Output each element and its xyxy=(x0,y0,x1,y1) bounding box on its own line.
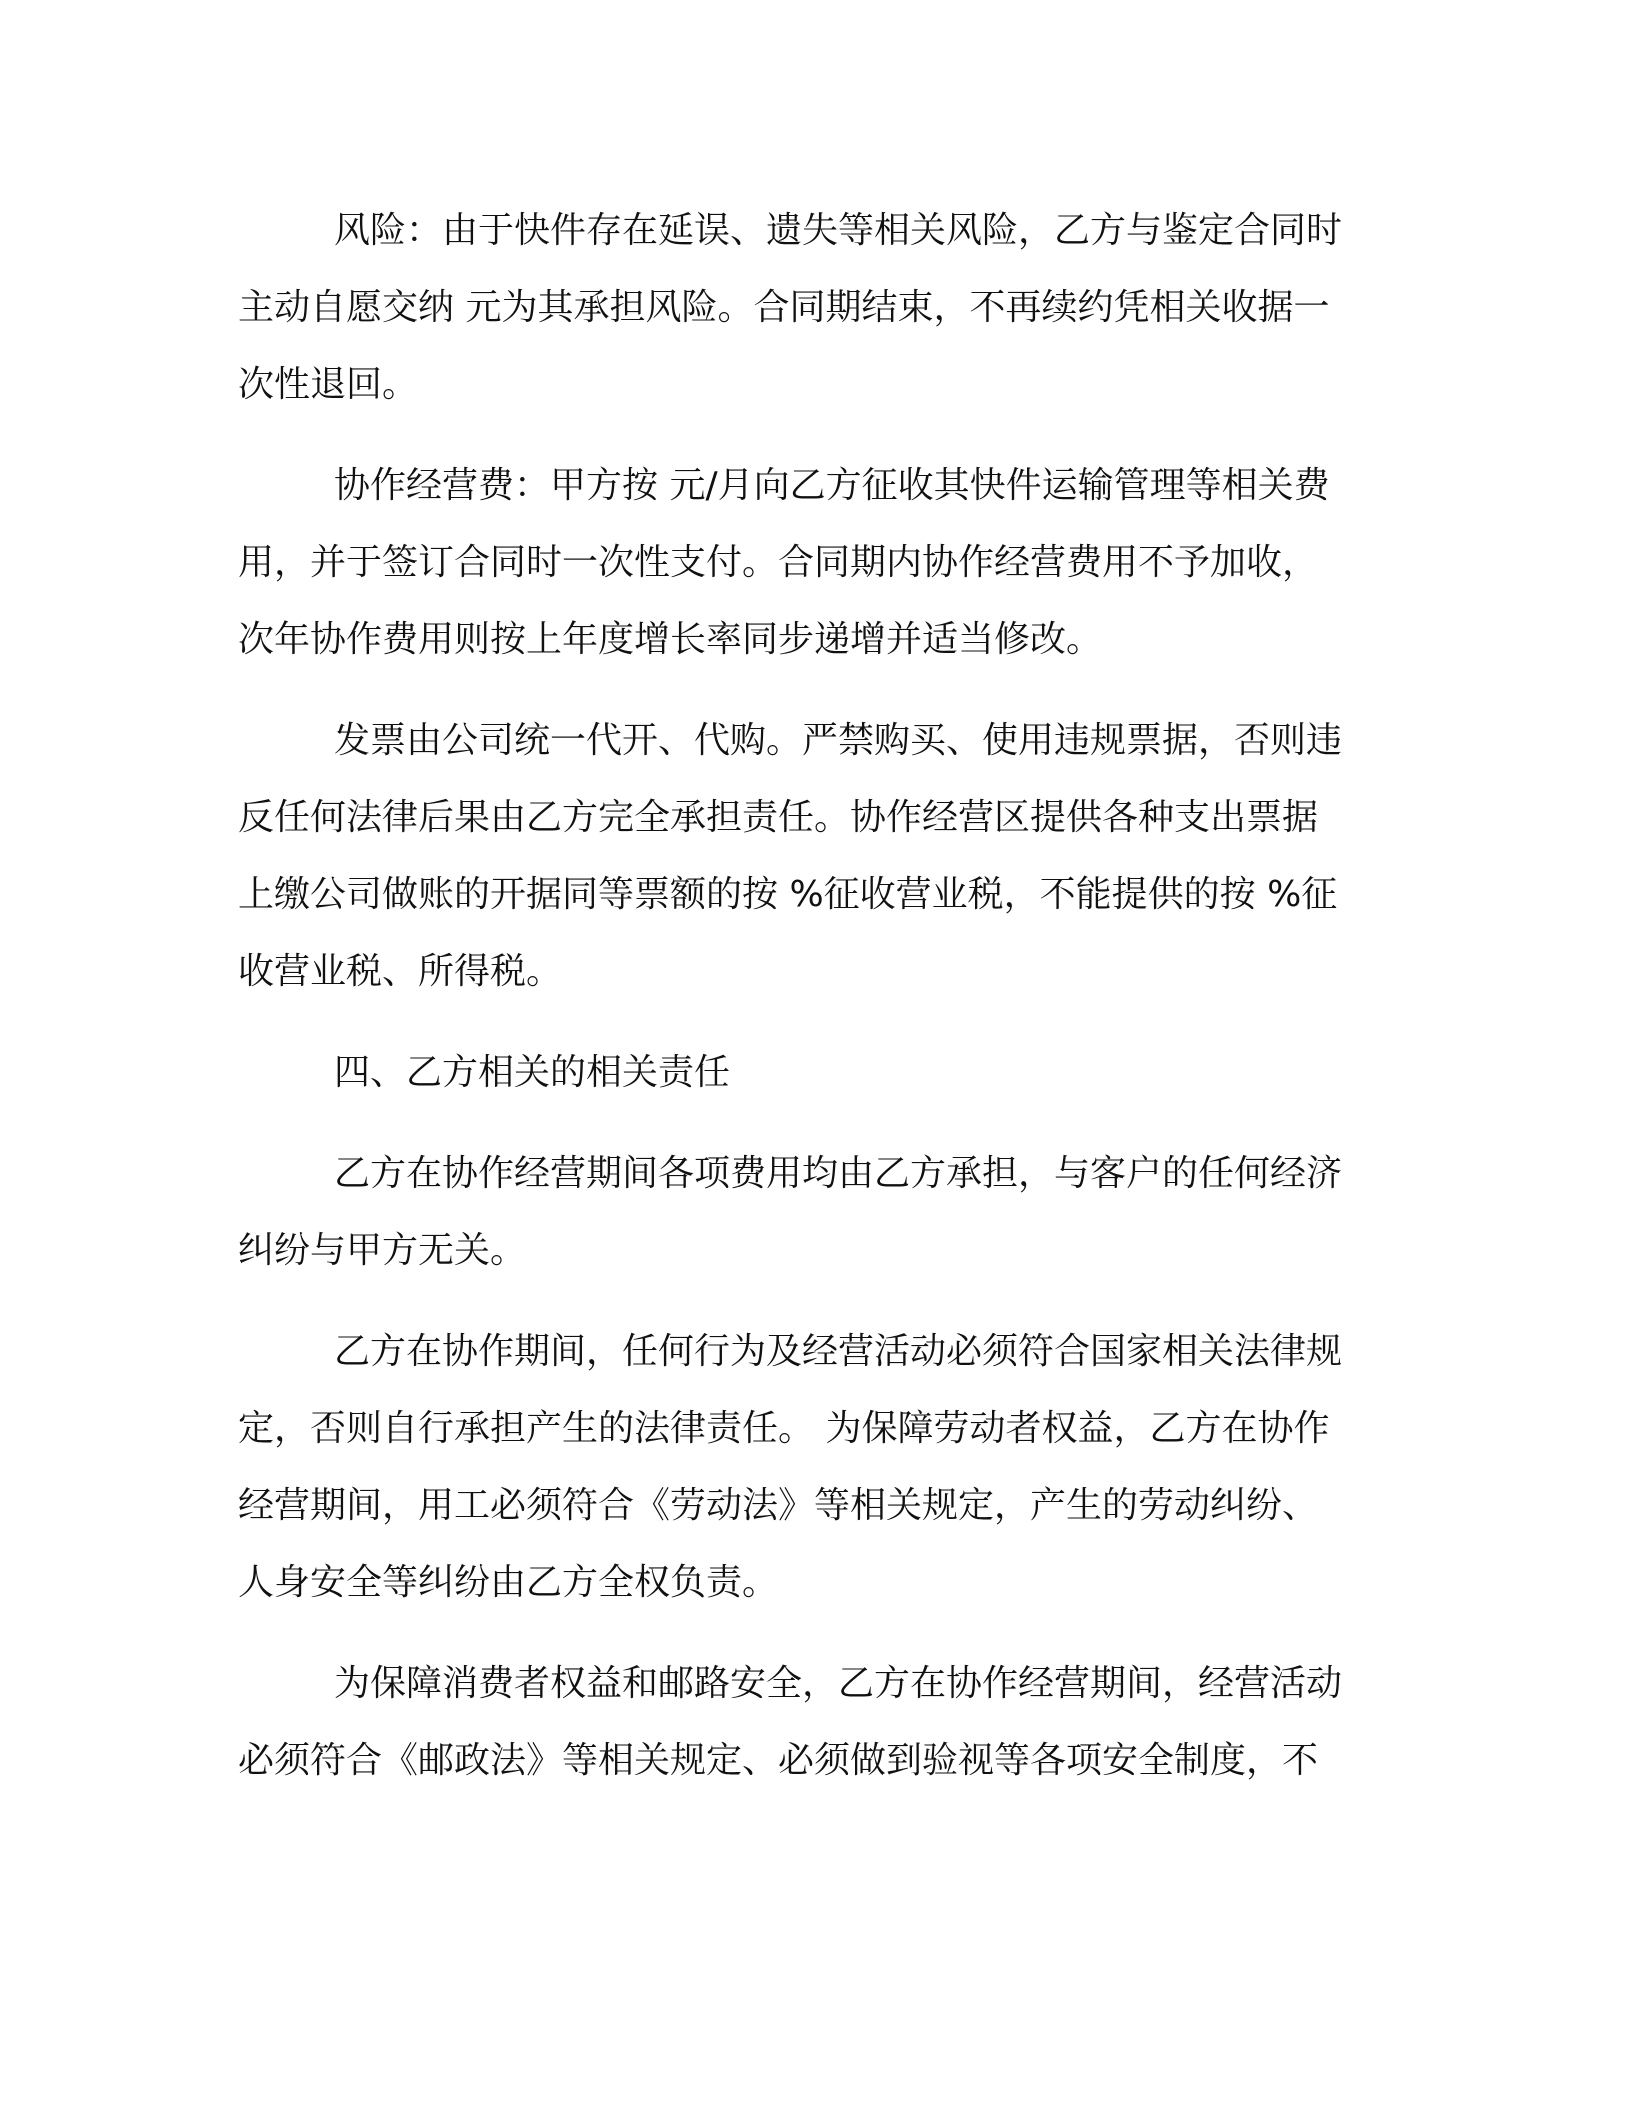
text-line: 协作经营费：甲方按 元/月向乙方征收其快件运输管理等相关费 xyxy=(334,465,1330,506)
paragraph-risk xyxy=(238,192,1378,423)
text-line: 发票由公司统一代开、代购。严禁购买、使用违规票据，否则违 xyxy=(334,720,1343,761)
text-line: 收营业税、所得税。 xyxy=(238,951,563,992)
text-line: 用，并于签订合同时一次性支付。合同期内协作经营费用不予加收， xyxy=(238,542,1319,583)
paragraph-invoice xyxy=(238,702,1378,1010)
text-line: 定，否则自行承担产生的法律责任。 为保障劳动者权益，乙方在协作 xyxy=(238,1408,1330,1449)
text-line: 风险：由于快件存在延误、遗失等相关风险，乙方与鉴定合同时 xyxy=(334,210,1343,251)
paragraph-law xyxy=(238,1313,1378,1621)
text-line: 人身安全等纠纷由乙方全权负责。 xyxy=(238,1562,779,1603)
document-body xyxy=(238,192,1378,1823)
paragraph-fee xyxy=(238,447,1378,678)
text-line: 反任何法律后果由乙方完全承担责任。协作经营区提供各种支出票据 xyxy=(238,797,1319,838)
text-line: 上缴公司做账的开据同等票额的按 %征收营业税，不能提供的按 %征 xyxy=(238,874,1338,915)
paragraph-postal xyxy=(238,1645,1378,1799)
section-heading xyxy=(238,1034,1378,1111)
text-line: 经营期间，用工必须符合《劳动法》等相关规定，产生的劳动纠纷、 xyxy=(238,1485,1319,1526)
text-line: 必须符合《邮政法》等相关规定、必须做到验视等各项安全制度，不 xyxy=(238,1740,1319,1781)
text-line: 为保障消费者权益和邮路安全，乙方在协作经营期间，经营活动 xyxy=(334,1663,1343,1704)
text-line: 乙方在协作经营期间各项费用均由乙方承担，与客户的任何经济 xyxy=(334,1153,1343,1194)
section-heading-text: 四、乙方相关的相关责任 xyxy=(334,1052,731,1093)
text-line: 主动自愿交纳 元为其承担风险。合同期结束，不再续约凭相关收据一 xyxy=(238,287,1330,328)
text-line: 纠纷与甲方无关。 xyxy=(238,1230,527,1271)
text-line: 次性退回。 xyxy=(238,364,419,405)
text-line: 乙方在协作期间，任何行为及经营活动必须符合国家相关法律规 xyxy=(334,1331,1343,1372)
paragraph-costs xyxy=(238,1135,1378,1289)
text-line: 次年协作费用则按上年度增长率同步递增并适当修改。 xyxy=(238,619,1103,660)
